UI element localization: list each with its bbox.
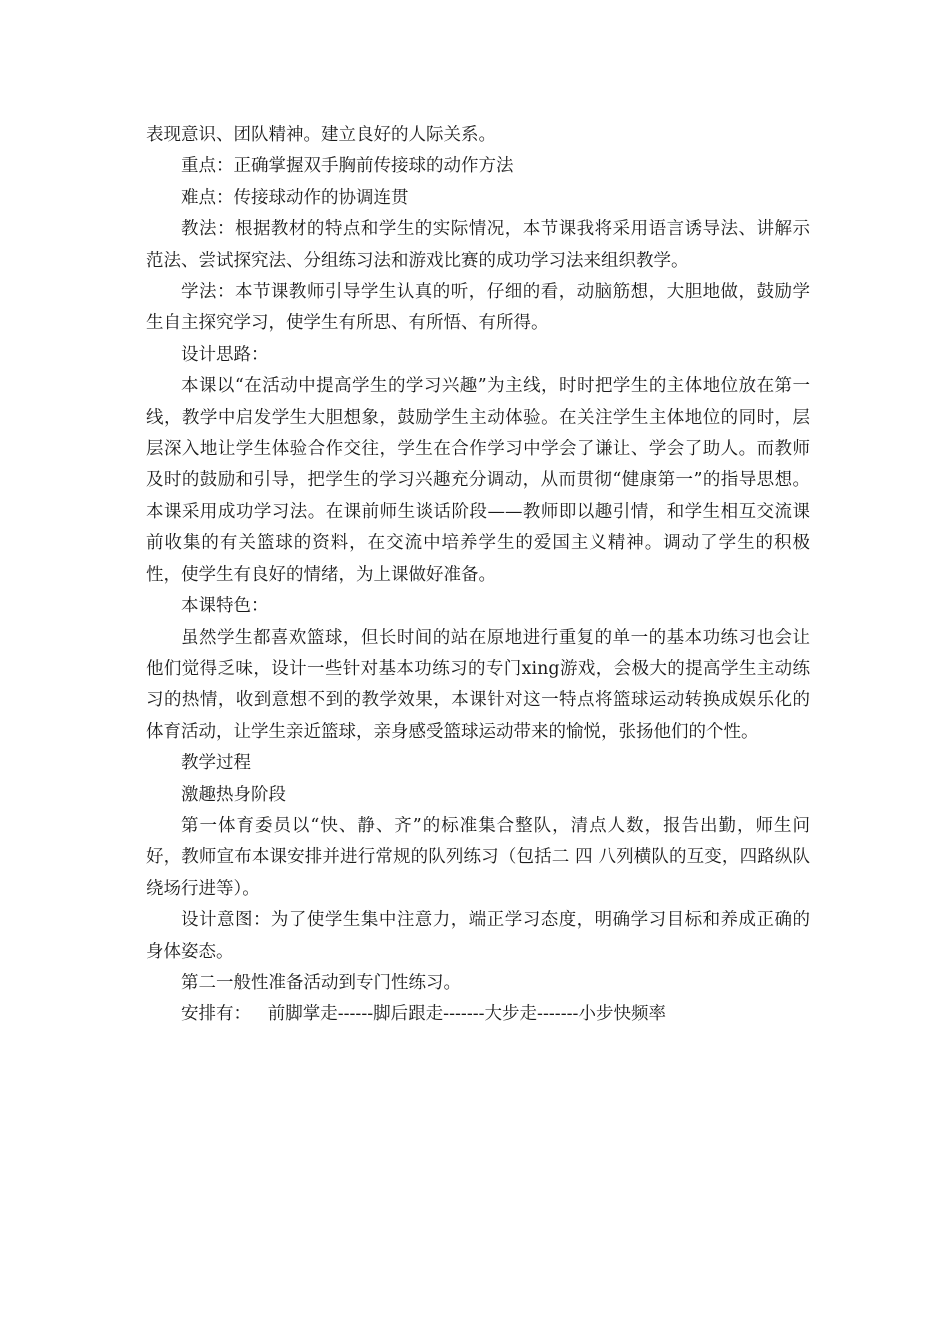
paragraph-key-point: 重点：正确掌握双手胸前传接球的动作方法 — [181, 156, 514, 177]
paragraph-teaching-method: 教法：根据教材的特点和学生的实际情况，本节课我将采用语言诱导法、讲解示范法、尝试探究法、分组练习法和游戏比赛的成功学习法来组织教学。 — [146, 219, 810, 271]
paragraph-design-intent: 设计意图：为了使学生集中注意力，端正学习态度，明确学习目标和养成正确的身体姿态。 — [146, 910, 810, 962]
heading-course-features: 本课特色： — [181, 596, 269, 617]
paragraph-step-one: 第一体育委员以“快、静、齐”的标准集合整队，清点人数，报告出勤，师生问好，教师宣布本课安排并进行常规的队列练习（包括二 四 八列横队的互变，四路纵队绕场行进等）。 — [146, 815, 810, 899]
paragraph-step-two: 第二一般性准备活动到专门性练习。 — [181, 972, 461, 993]
heading-warmup-stage: 激趣热身阶段 — [181, 784, 286, 805]
paragraph-team-spirit: 表现意识、团队精神。建立良好的人际关系。 — [146, 125, 496, 145]
heading-teaching-process: 教学过程 — [181, 753, 251, 774]
paragraph-design-idea: 本课以“在活动中提高学生的学习兴趣”为主线，时时把学生的主体地位放在第一线，教学中启发学生大胆想象，鼓励学生主动体验。在关注学生主体地位的同时，层层深入地让学生体验合作交往，学生在合作学习中学会了谦让、学会了助人。而教师及时的鼓励和引导，把学生的学习兴趣充分调动，从而贯彻“健康第一”的指导思想。本课采用成功学习法。在课前师生谈话阶段——教师即以趣引情，和学生相互交流课前收集的有关篮球的资料，在交流中培养学生的爱国主义精神。调动了学生的积极性，使学生有良好的情绪，为上课做好准备。 — [146, 376, 810, 585]
heading-design-idea: 设计思路： — [181, 344, 269, 365]
paragraph-arrangement: 安排有： 前脚掌走------脚后跟走-------大步走-------小步快频率 — [181, 1004, 666, 1025]
document-page — [146, 120, 810, 1031]
paragraph-course-features: 虽然学生都喜欢篮球，但长时间的站在原地进行重复的单一的基本功练习也会让他们觉得乏味，设计一些针对基本功练习的专门xing游戏，会极大的提高学生主动练习的热情，收到意想不到的教学效果，本课针对这一特点将篮球运动转换成娱乐化的体育活动，让学生亲近篮球，亲身感受篮球运动带来的愉悦，张扬他们的个性。 — [146, 627, 810, 742]
paragraph-learning-method: 学法：本节课教师引导学生认真的听，仔细的看，动脑筋想，大胆地做，鼓励学生自主探究学习，使学生有所思、有所悟、有所得。 — [146, 282, 810, 334]
paragraph-difficulty: 难点：传接球动作的协调连贯 — [181, 187, 409, 208]
